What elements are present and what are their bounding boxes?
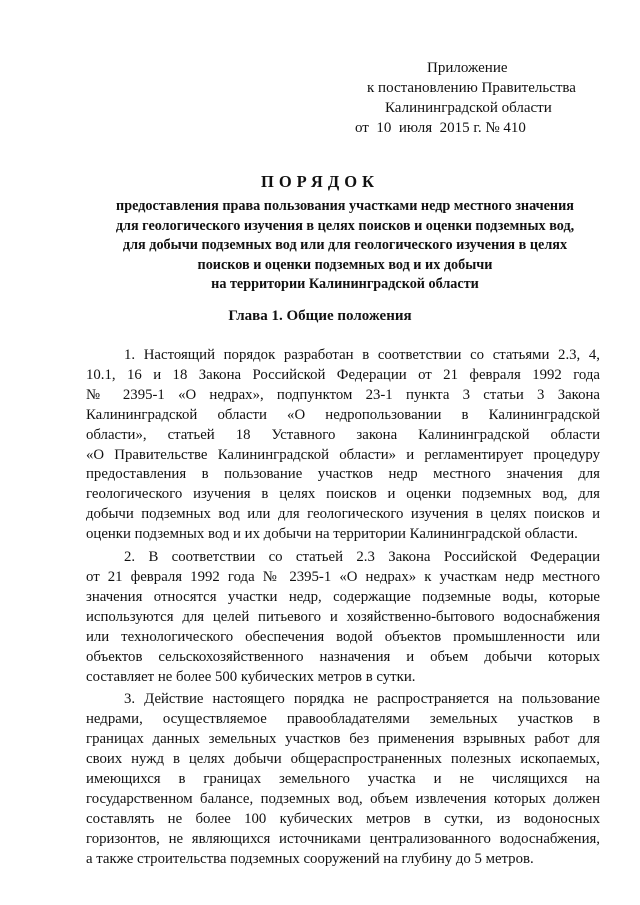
paragraph-line: предоставления в пользование участков недр местного значения для bbox=[86, 466, 600, 483]
document-subtitle bbox=[78, 197, 612, 295]
paragraph-1 bbox=[86, 346, 600, 545]
paragraph-line: 1. Настоящий порядок разработан в соответствии со статьями 2.3, 4, bbox=[124, 347, 600, 363]
paragraph-line: Калининградской области «О недропользовании в Калининградской bbox=[86, 406, 600, 423]
paragraph-line: используются для целей питьевого и хозяйственно-бытового водоснабжения bbox=[86, 608, 600, 625]
paragraph-line: горизонтов, не являющихся источниками централизованного водоснабжения, bbox=[86, 830, 600, 847]
document-body bbox=[86, 346, 600, 873]
paragraph-line: 3. Действие настоящего порядка не распространяется на пользование bbox=[124, 691, 600, 708]
appendix-label: Приложение bbox=[427, 60, 508, 76]
paragraph-line: составляет не более 500 кубических метров в сутки. bbox=[86, 668, 416, 685]
paragraph-line: а также строительства подземных сооружений на глубину до 5 метров. bbox=[86, 850, 534, 867]
appendix-block bbox=[355, 58, 615, 138]
paragraph-line: составлять не более 100 кубических метров в сутки, из водоносных bbox=[86, 810, 600, 827]
subtitle-line: предоставления права пользования участками недр местного значения bbox=[116, 198, 574, 214]
document-title: ПОРЯДОК bbox=[261, 172, 379, 191]
paragraph-line: имеющихся в границах земельного участка и не числящихся на bbox=[86, 771, 600, 788]
paragraph-line: недрами, осуществляемое правообладателями земельных участков в bbox=[86, 711, 600, 728]
paragraph-line: от 21 февраля 1992 года № 2395-1 «О недрах» к участкам недр местного bbox=[86, 568, 600, 585]
paragraph-line: объектов сельскохозяйственного назначения и объем добычи которых bbox=[86, 648, 600, 665]
paragraph-line: государственном балансе, подземных вод, объем извлечения которых должен bbox=[86, 790, 600, 807]
paragraph-line: геологического изучения в целях поисков и оценки подземных вод, для bbox=[86, 486, 600, 503]
paragraph-line: оценки подземных вод и их добычи на территории Калининградской области. bbox=[86, 526, 578, 543]
paragraph-line: № 2395-1 «О недрах», подпунктом 23-1 пункта 3 статьи 3 Закона bbox=[86, 386, 600, 403]
appendix-date-number: от 10 июля 2015 г. № 410 bbox=[355, 120, 526, 136]
paragraph-line: своих нужд в целях добычи общераспространенных полезных ископаемых, bbox=[86, 751, 600, 768]
subtitle-line: для геологического изучения в целях поисков и оценки подземных вод, bbox=[115, 217, 575, 234]
paragraph-line: границах данных земельных участков без применения взрывных работ для bbox=[86, 731, 600, 748]
subtitle-line: на территории Калининградской области bbox=[211, 276, 479, 292]
subtitle-line: поисков и оценки подземных вод и их добычи bbox=[197, 256, 493, 273]
paragraph-line: области», статьей 18 Уставного закона Калининградской области bbox=[86, 426, 600, 443]
chapter-heading: Глава 1. Общие положения bbox=[228, 308, 412, 324]
appendix-decree: к постановлению Правительства bbox=[367, 80, 576, 96]
subtitle-line: для добычи подземных вод или для геологического изучения в целях bbox=[122, 237, 568, 253]
appendix-region: Калининградской области bbox=[385, 100, 552, 116]
paragraph-2 bbox=[86, 548, 600, 687]
paragraph-line: 2. В соответствии со статьей 2.3 Закона Российской Федерации bbox=[124, 549, 600, 566]
paragraph-line: «О Правительстве Калининградской области» и регламентирует процедуру bbox=[86, 446, 600, 463]
paragraph-line: значения относятся участки недр, содержащие подземные воды, которые bbox=[86, 588, 600, 605]
paragraph-3 bbox=[86, 690, 600, 869]
paragraph-line: или технологического обеспечения водой объектов промышленности или bbox=[86, 628, 600, 645]
paragraph-line: добычи подземных вод или для геологического изучения в целях поисков и bbox=[86, 506, 600, 523]
paragraph-line: 10.1, 16 и 18 Закона Российской Федерации от 21 февраля 1992 года bbox=[86, 366, 600, 383]
